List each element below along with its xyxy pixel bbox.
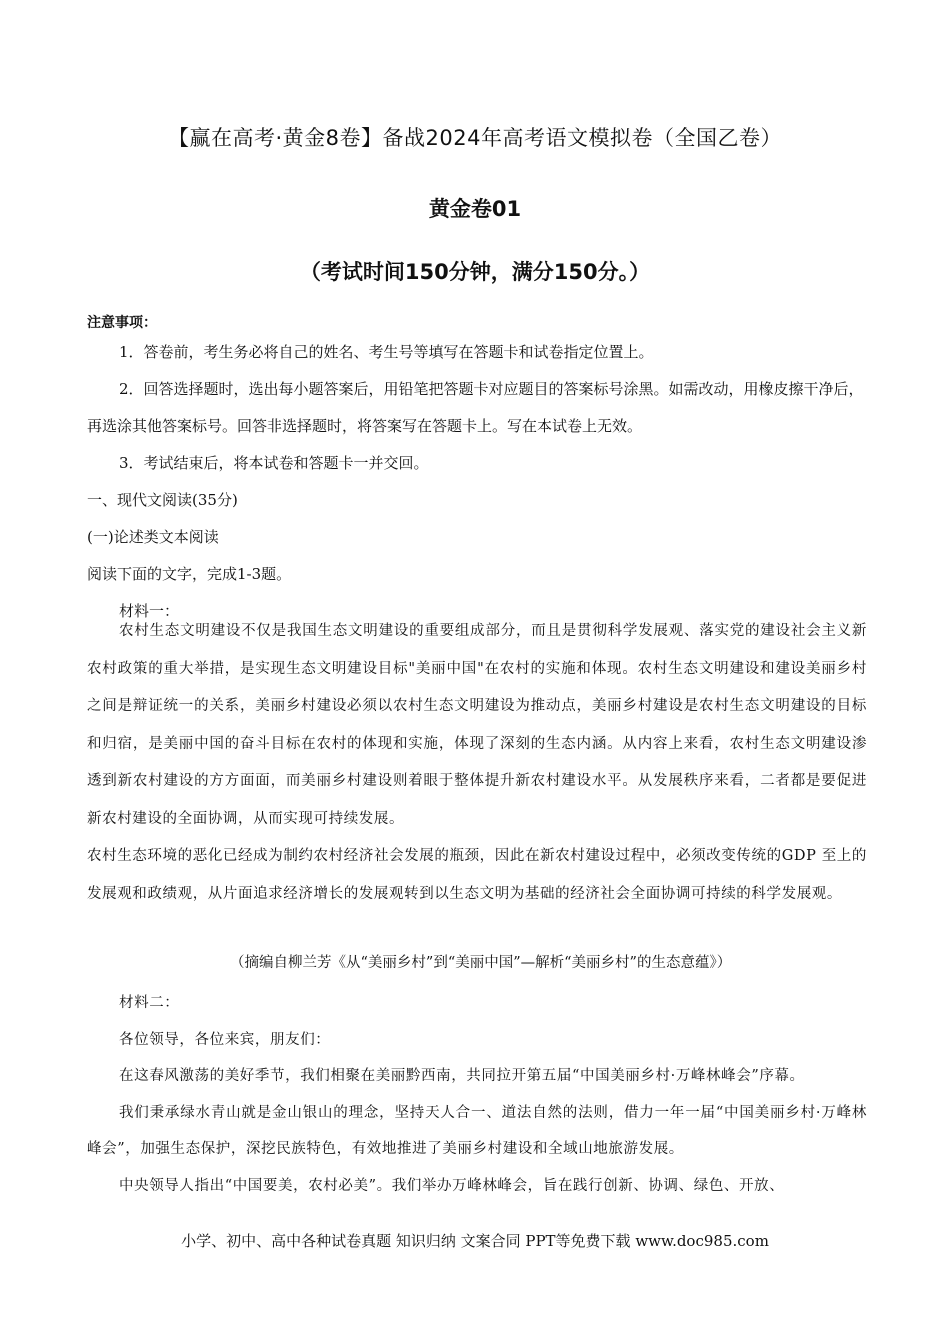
- page-footer: 小学、初中、高中各种试卷真题 知识归纳 文案合同 PPT等免费下载 www.doc985.com: [181, 1232, 769, 1250]
- material2-paragraph-2: 我们秉承绿水青山就是金山银山的理念，坚持天人合一、道法自然的法则，借力一年一届“中国美丽乡村·万峰林峰会”，加强生态保护，深挖民族特色，有效地推进了美丽乡村建设和全域山地旅游发展。: [87, 1104, 867, 1157]
- material1-paragraph: 农村生态文明建设不仅是我国生态文明建设的重要组成部分，而且是贯彻科学发展观、落实党的建设社会主义新农村政策的重大举措，是实现生态文明建设目标"美丽中国"在农村的实施和体现。农村生态文明建设和建设美丽乡村之间是辩证统一的关系，美丽乡村建设必须以农村生态文明建设为推动点，美丽乡村建设是农村生态文明建设的目标和归宿，是美丽中国的奋斗目标在农村的体现和实施，体现了深刻的生态内涵。从内容上来看，农村生态文明建设渗透到新农村建设的方方面面，而美丽乡村建设则着眼于整体提升新农村建设水平。从发展秩序来看，二者都是要促进新农村建设的全面协调，从而实现可持续发展。: [87, 623, 867, 827]
- material1-label: 材料一：: [119, 602, 180, 620]
- section-sub: (一)论述类文本阅读: [87, 528, 219, 546]
- material1-body: [87, 613, 867, 913]
- material1-source: （摘编自柳兰芳《从“美丽乡村”到“美丽中国”—解析“美丽乡村”的生态意蕴》）: [230, 955, 732, 971]
- material2-paragraph-3: 中央领导人指出“中国要美，农村必美”。我们举办万峰林峰会，旨在践行创新、协调、绿色、开放、: [119, 1177, 785, 1194]
- section-part: 一、现代文阅读(35分): [87, 491, 238, 509]
- material2-greeting: 各位领导，各位来宾，朋友们：: [119, 1031, 331, 1048]
- section-instruction: 阅读下面的文字，完成1-3题。: [87, 565, 292, 583]
- exam-info: （考试时间150分钟，满分150分。）: [299, 260, 651, 284]
- material2-paragraph-1: 在这春风激荡的美好季节，我们相聚在美丽黔西南，共同拉开第五届“中国美丽乡村·万峰林峰会”序幕。: [119, 1068, 805, 1084]
- paper-subtitle: 黄金卷01: [428, 197, 522, 221]
- page-title: 【赢在高考·黄金8卷】备战2024年高考语文模拟卷（全国乙卷）: [168, 126, 782, 150]
- notice-list: [87, 334, 867, 630]
- notice-item-1: 1．答卷前，考生务必将自己的姓名、考生号等填写在答题卡和试卷指定位置上。: [119, 343, 654, 361]
- material2-body: [87, 985, 867, 1204]
- notice-heading: 注意事项：: [87, 315, 157, 331]
- notice-item-2: 2．回答选择题时，选出每小题答案后，用铅笔把答题卡对应题目的答案标号涂黑。如需改动，用橡皮擦干净后，再选涂其他答案标号。回答非选择题时，将答案写在答题卡上。写在本试卷上无效。: [87, 380, 864, 435]
- material2-label: 材料二：: [119, 995, 180, 1011]
- notice-item-3: 3．考试结束后，将本试卷和答题卡一并交回。: [119, 454, 429, 472]
- material1-paragraph-2: 农村生态环境的恶化已经成为制约农村经济社会发展的瓶颈，因此在新农村建设过程中，必须改变传统的GDP 至上的发展观和政绩观，从片面追求经济增长的发展观转到以生态文明为基础的经济社会全面协调可持续的科学发展观。: [87, 848, 867, 902]
